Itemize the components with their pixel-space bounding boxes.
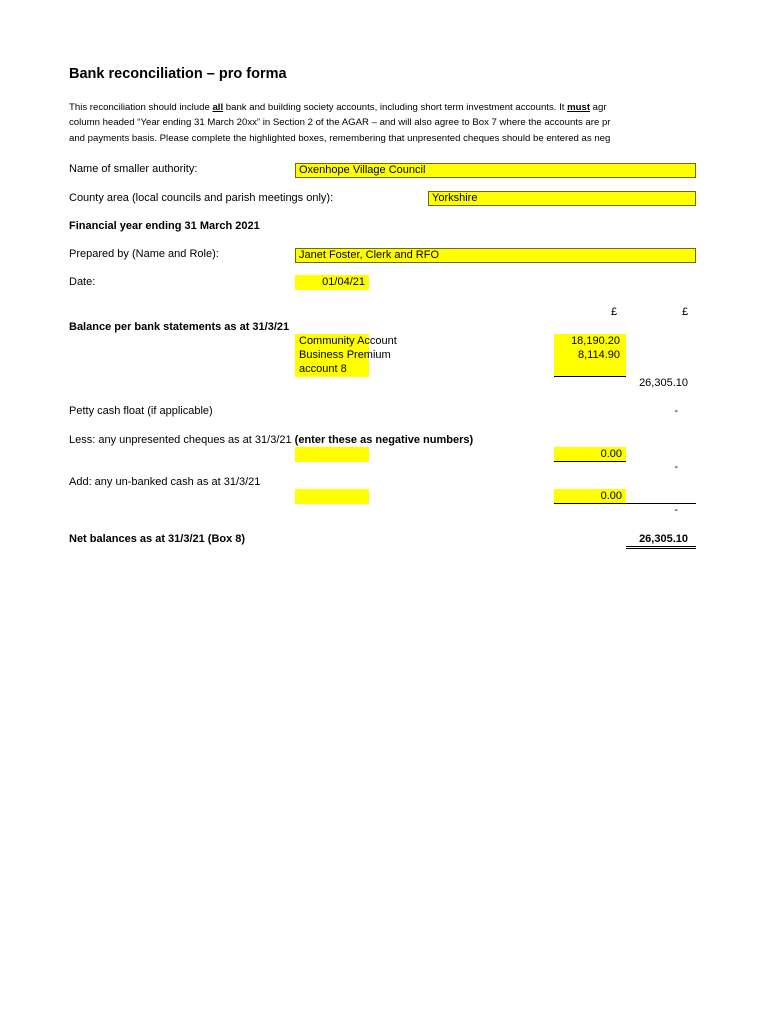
page-title: Bank reconciliation – pro forma xyxy=(69,66,287,82)
authority-input[interactable]: Oxenhope Village Council xyxy=(295,163,696,178)
intro-paragraph xyxy=(69,100,697,150)
county-input[interactable]: Yorkshire xyxy=(428,191,696,206)
petty-cash-total: - xyxy=(674,405,678,417)
unpresented-rule xyxy=(554,461,626,462)
petty-cash-label: Petty cash float (if applicable) xyxy=(69,405,213,417)
prepared-by-input[interactable]: Janet Foster, Clerk and RFO xyxy=(295,248,696,263)
unbanked-amount[interactable]: 0.00 xyxy=(554,489,626,504)
net-balances-total: 26,305.10 xyxy=(639,533,688,545)
county-label: County area (local councils and parish meetings only): xyxy=(69,192,334,204)
double-underline-bottom xyxy=(626,548,696,549)
date-label: Date: xyxy=(69,276,96,288)
unbanked-description-input[interactable] xyxy=(295,489,369,504)
date-input[interactable]: 01/04/21 xyxy=(295,275,369,290)
intro-text: agr xyxy=(590,102,607,113)
unbanked-total: - xyxy=(674,504,678,516)
financial-year-heading: Financial year ending 31 March 2021 xyxy=(69,220,260,232)
account-name-2[interactable] xyxy=(295,348,391,363)
double-underline-top xyxy=(626,546,696,547)
intro-text: This reconciliation should include xyxy=(69,102,213,113)
bank-balance-total: 26,305.10 xyxy=(639,377,688,389)
intro-line-2: column headed “Year ending 31 March 20xx” in Section 2 of the AGAR – and will also agree to Box 7 where the accounts are pr xyxy=(69,117,611,129)
currency-header-col2: £ xyxy=(682,306,689,318)
unpresented-label-note: (enter these as negative numbers) xyxy=(294,434,474,446)
account-name-3-text: account 8 xyxy=(299,363,347,375)
unbanked-rule xyxy=(554,503,626,504)
unbanked-label: Add: any un-banked cash as at 31/3/21 xyxy=(69,476,261,488)
net-balances-label: Net balances as at 31/3/21 (Box 8) xyxy=(69,533,246,545)
currency-header-col1: £ xyxy=(611,306,618,318)
intro-emphasis-all: all xyxy=(212,102,224,113)
account-amount-2[interactable]: 8,114.90 xyxy=(554,348,626,363)
account-name-1[interactable] xyxy=(295,334,397,349)
intro-emphasis-must: must xyxy=(567,102,591,113)
unpresented-label xyxy=(69,434,473,446)
account-name-2-text: Business Premium xyxy=(299,349,391,361)
unpresented-total: - xyxy=(674,461,678,473)
account-name-1-text: Community Account xyxy=(299,335,397,347)
intro-text: bank and building society accounts, including short term investment accounts. It xyxy=(223,102,568,113)
unpresented-description-input[interactable] xyxy=(295,447,369,462)
account-name-3[interactable] xyxy=(295,362,369,377)
bank-balance-label: Balance per bank statements as at 31/3/21 xyxy=(69,321,290,333)
intro-line-3: and payments basis. Please complete the highlighted boxes, remembering that unpresented cheques should be entered as neg xyxy=(69,132,611,144)
account-amount-3[interactable] xyxy=(554,362,626,377)
authority-label: Name of smaller authority: xyxy=(69,163,198,175)
intro-line-1 xyxy=(69,100,697,115)
prepared-by-label: Prepared by (Name and Role): xyxy=(69,248,219,260)
unpresented-amount[interactable]: 0.00 xyxy=(554,447,626,462)
account-amount-1[interactable]: 18,190.20 xyxy=(554,334,626,349)
unpresented-label-text: Less: any unpresented cheques as at 31/3/21 xyxy=(69,434,295,446)
subtotal-rule xyxy=(554,376,626,377)
